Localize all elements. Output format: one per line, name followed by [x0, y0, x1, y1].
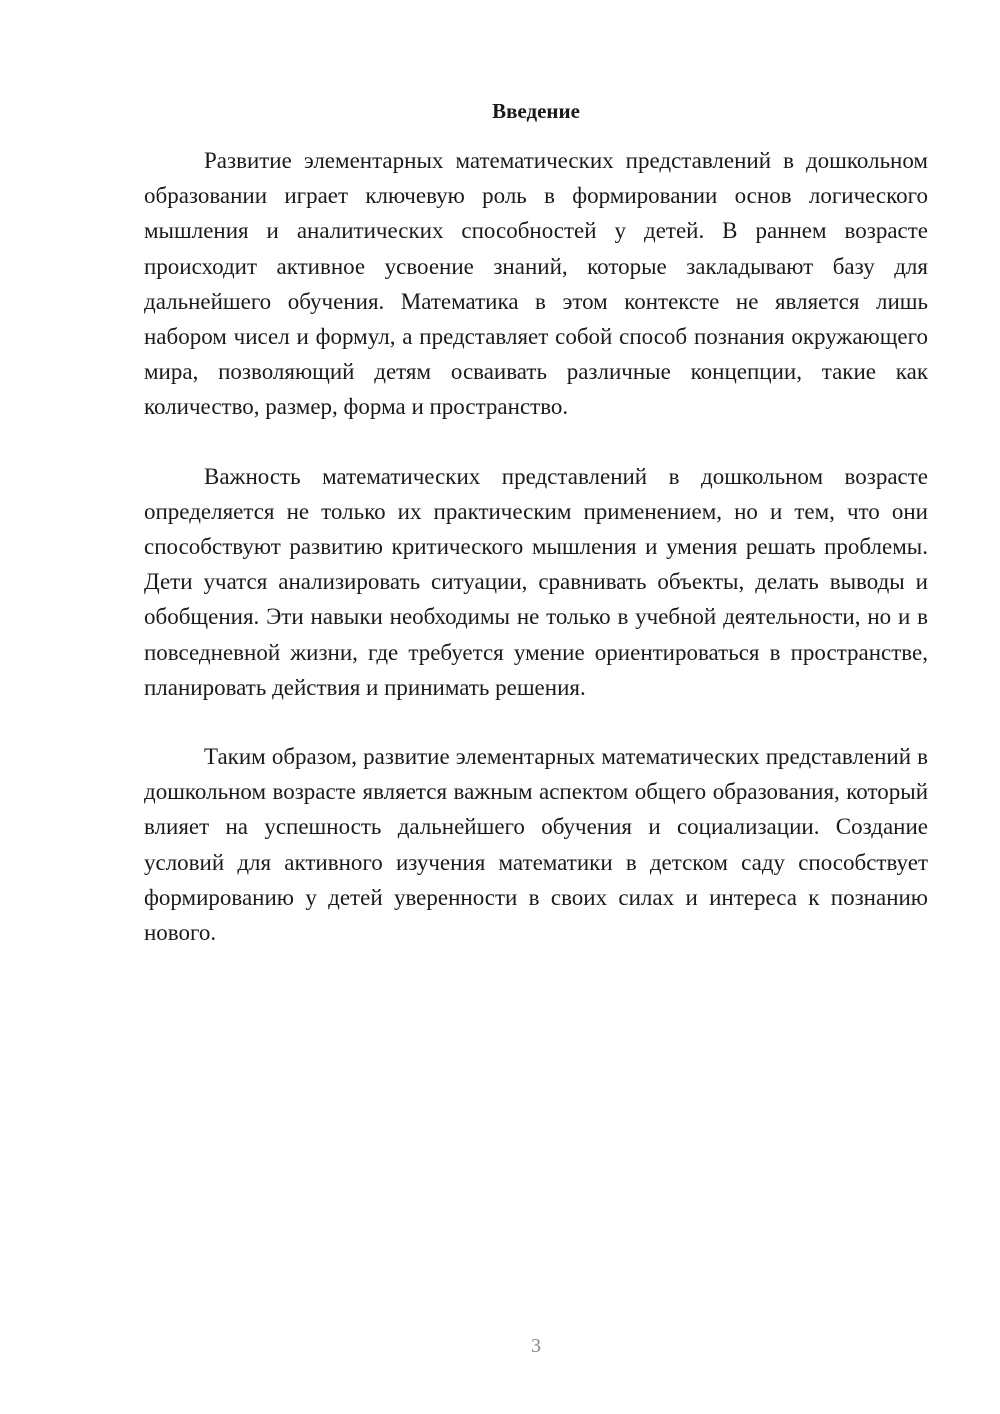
paragraph-1: Развитие элементарных математических представлений в дошкольном образовании играет ключевую роль в формировании основ логического мышления и аналитических способностей у детей. В раннем возрасте происходит активное усвоение знаний, которые закладывают базу для дальнейшего обучения. Математика в этом контексте не является лишь набором чисел и формул, а представляет собой способ познания окружающего мира, позволяющий детям осваивать различные концепции, такие как количество, размер, форма и пространство. [144, 148, 928, 420]
paragraph-2: Важность математических представлений в дошкольном возрасте определяется не только их практическим применением, но и тем, что они способствуют развитию критического мышления и умения решать проблемы. Дети учатся анализировать ситуации, сравнивать объекты, делать выводы и обобщения. Эти навыки необходимы не только в учебной деятельности, но и в повседневной жизни, где требуется умение ориентироваться в пространстве, планировать действия и принимать решения. [144, 463, 928, 700]
paragraph-3: Таким образом, развитие элементарных математических представлений в дошкольном возрасте является важным аспектом общего образования, который влияет на успешность дальнейшего обучения и социализации. Создание условий для активного изучения математики в детском саду способствует формированию у детей уверенности в своих силах и интереса к познанию нового. [144, 744, 928, 946]
page-number: 3 [531, 1335, 541, 1357]
page-title: Введение [492, 99, 580, 123]
document-body [144, 143, 928, 984]
